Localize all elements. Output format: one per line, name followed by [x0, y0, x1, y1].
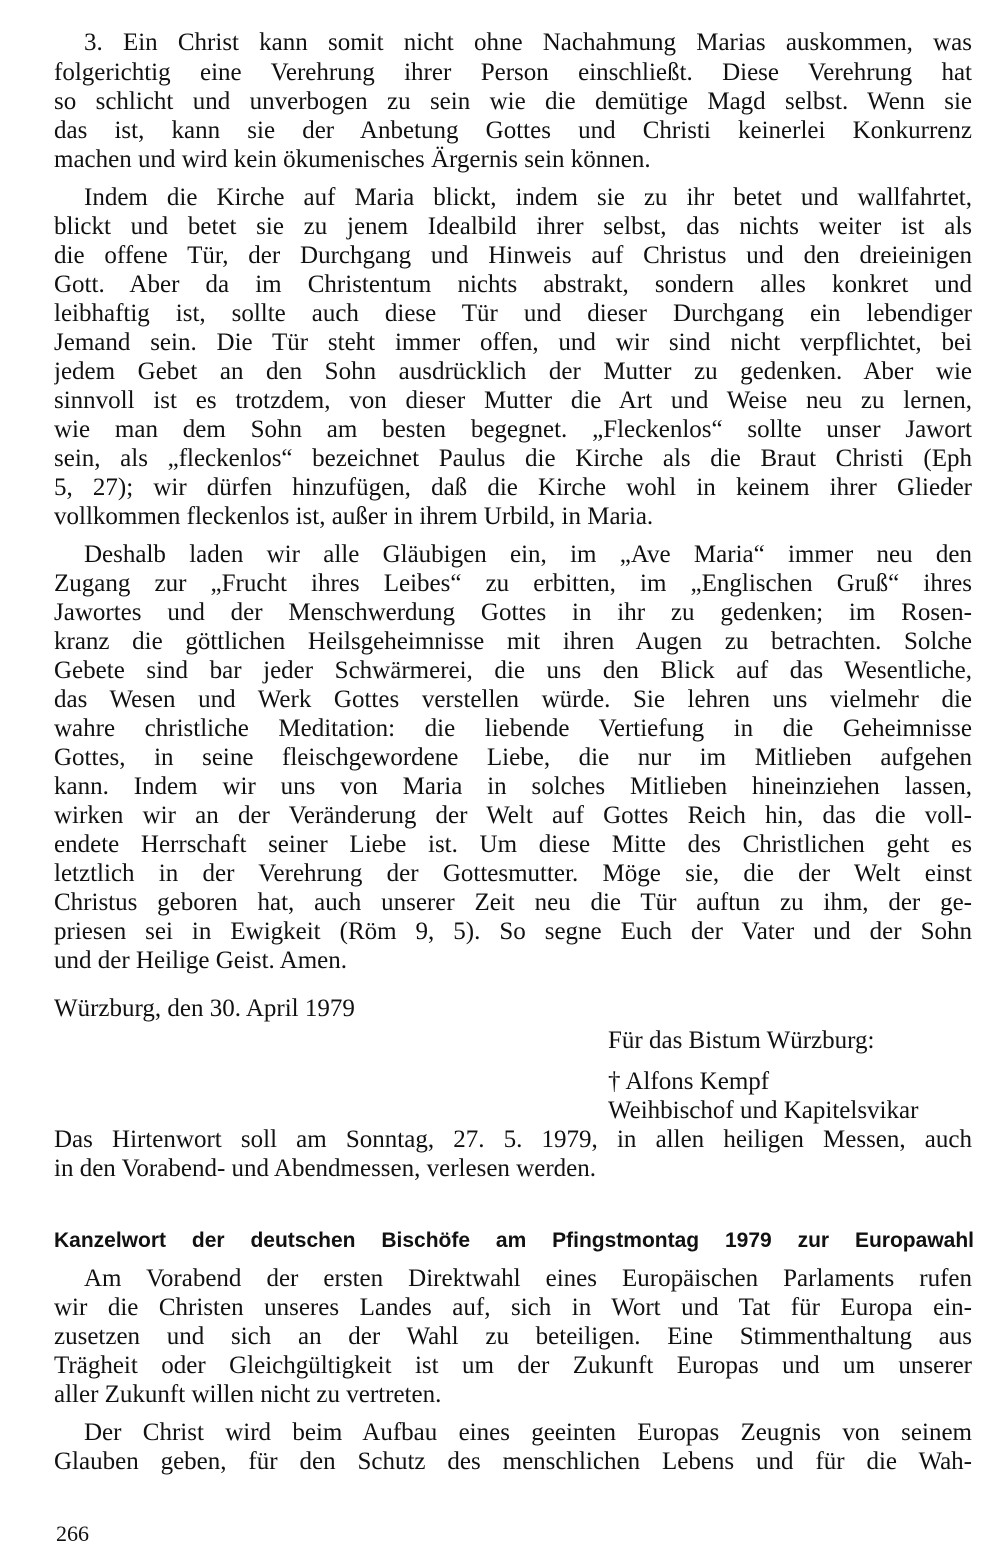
- text-line: die offene Tür, der Durchgang und Hinweis auf Christus und den dreieinigen: [54, 242, 972, 269]
- text-line: vollkommen fleckenlos ist, außer in ihrem Urbild, in Maria.: [54, 503, 654, 530]
- signature-name: † Alfons Kempf: [608, 1068, 770, 1095]
- text-line: das ist, kann sie der Anbetung Gottes und Christi keinerlei Konkurrenz: [54, 117, 972, 144]
- text-line: leibhaftig ist, sollte auch diese Tür und dieser Durchgang ein lebendiger: [54, 300, 972, 327]
- signature-for: Für das Bistum Würzburg:: [608, 1027, 875, 1054]
- text-line: sein, als „fleckenlos“ bezeichnet Paulus die Kirche als die Braut Christi (Eph: [54, 445, 972, 472]
- text-line: Gebete sind bar jeder Schwärmerei, die uns den Blick auf das Wesentliche,: [54, 657, 972, 684]
- dateline: Würzburg, den 30. April 1979: [54, 995, 355, 1022]
- text-line: Am Vorabend der ersten Direktwahl eines Europäischen Parlaments rufen: [84, 1265, 972, 1292]
- text-line: wie man dem Sohn am besten begegnet. „Fleckenlos“ sollte unser Jawort: [54, 416, 972, 443]
- text-line: Indem die Kirche auf Maria blickt, indem sie zu ihr betet und wallfahrtet,: [84, 184, 972, 211]
- text-line: Jawortes und der Menschwerdung Gottes in ihr zu gedenken; im Rosen-: [54, 599, 972, 626]
- text-line: Jemand sein. Die Tür steht immer offen, und wir sind nicht verpflichtet, bei: [54, 329, 972, 356]
- text-line: Gottes, in seine fleischgewordene Liebe, die nur im Mitlieben aufgehen: [54, 744, 972, 771]
- text-line: in den Vorabend- und Abendmessen, verlesen werden.: [54, 1155, 596, 1182]
- text-line: 5, 27); wir dürfen hinzufügen, daß die Kirche wohl in keinem ihrer Glieder: [54, 474, 972, 501]
- text-line: kranz die göttlichen Heilsgeheimnisse mit ihren Augen zu betrachten. Solche: [54, 628, 972, 655]
- page-number: 266: [56, 1521, 89, 1546]
- text-line: Das Hirtenwort soll am Sonntag, 27. 5. 1979, in allen heiligen Messen, auch: [54, 1126, 972, 1153]
- text-line: und der Heilige Geist. Amen.: [54, 947, 347, 974]
- text-line: Christus geboren hat, auch unserer Zeit neu die Tür auftun zu ihm, der ge-: [54, 889, 972, 916]
- text-line: 3. Ein Christ kann somit nicht ohne Nachahmung Marias auskommen, was: [84, 29, 972, 56]
- text-line: letztlich in der Verehrung der Gottesmutter. Möge sie, die der Welt einst: [54, 860, 972, 887]
- text-line: Glauben geben, für den Schutz des menschlichen Lebens und für die Wah-: [54, 1448, 972, 1475]
- text-line: sinnvoll ist es trotzdem, von dieser Mutter die Art und Weise neu zu lernen,: [54, 387, 972, 414]
- signature-title: Weihbischof und Kapitelsvikar: [608, 1097, 919, 1124]
- text-line: zusetzen und sich an der Wahl zu beteiligen. Eine Stimmenthaltung aus: [54, 1323, 972, 1350]
- text-line: priesen sei in Ewigkeit (Röm 9, 5). So segne Euch der Vater und der Sohn: [54, 918, 972, 945]
- text-line: so schlicht und unverbogen zu sein wie die demütige Magd selbst. Wenn sie: [54, 88, 972, 115]
- text-line: wir die Christen unseres Landes auf, sich in Wort und Tat für Europa ein-: [54, 1294, 972, 1321]
- text-line: Deshalb laden wir alle Gläubigen ein, im „Ave Maria“ immer neu den: [84, 541, 972, 568]
- section-heading: Kanzelwort der deutschen Bischöfe am Pfingstmontag 1979 zur Europawahl: [54, 1229, 974, 1252]
- text-line: jedem Gebet an den Sohn ausdrücklich der Mutter zu gedenken. Aber wie: [54, 358, 972, 385]
- text-line: endete Herrschaft seiner Liebe ist. Um diese Mitte des Christlichen geht es: [54, 831, 972, 858]
- text-line: blickt und betet sie zu jenem Idealbild ihrer selbst, das nichts weiter ist als: [54, 213, 972, 240]
- text-line: wirken wir an der Veränderung der Welt auf Gottes Reich hin, das die voll-: [54, 802, 972, 829]
- text-line: machen und wird kein ökumenisches Ärgernis sein können.: [54, 146, 651, 173]
- text-line: kann. Indem wir uns von Maria in solches Mitlieben hineinziehen lassen,: [54, 773, 972, 800]
- text-line: aller Zukunft willen nicht zu vertreten.: [54, 1381, 442, 1408]
- text-line: folgerichtig eine Verehrung ihrer Person einschließt. Diese Verehrung hat: [54, 59, 972, 86]
- text-line: Gott. Aber da im Christentum nichts abstrakt, sondern alles konkret und: [54, 271, 972, 298]
- text-line: wahre christliche Meditation: die liebende Vertiefung in die Geheimnisse: [54, 715, 972, 742]
- text-line: Der Christ wird beim Aufbau eines geeinten Europas Zeugnis von seinem: [84, 1419, 972, 1446]
- text-line: Trägheit oder Gleichgültigkeit ist um der Zukunft Europas und um unserer: [54, 1352, 972, 1379]
- text-line: Zugang zur „Frucht ihres Leibes“ zu erbitten, im „Englischen Gruß“ ihres: [54, 570, 972, 597]
- text-line: das Wesen und Werk Gottes verstellen würde. Sie lehren uns vielmehr die: [54, 686, 972, 713]
